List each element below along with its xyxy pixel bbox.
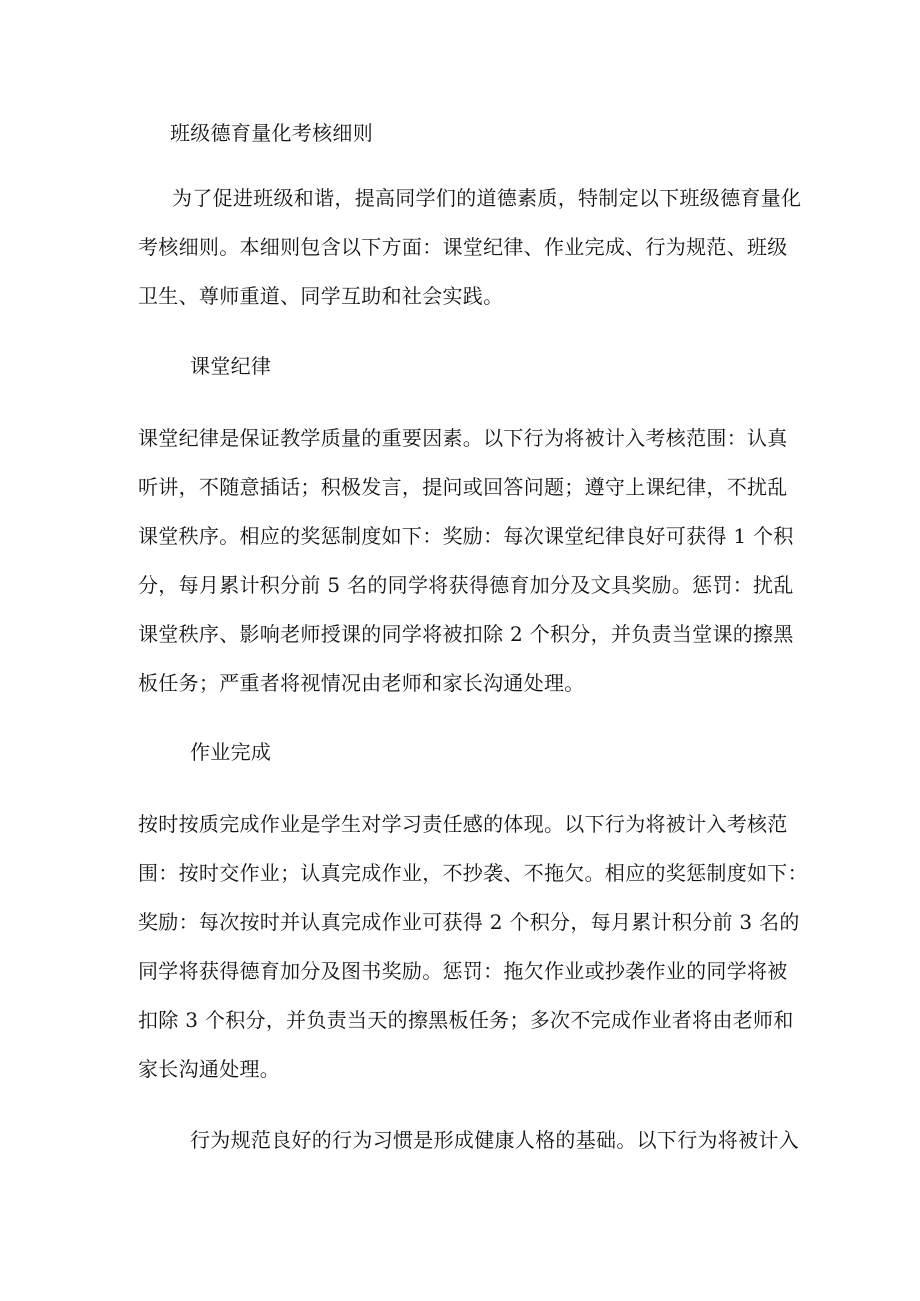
section1-line-5: 课堂秩序、影响老师授课的同学将被扣除 2 个积分，并负责当堂课的擦黑 xyxy=(138,622,794,646)
section1-line-2: 听讲，不随意插话；积极发言，提问或回答问题；遵守上课纪律，不扰乱 xyxy=(138,475,788,499)
section2-line-3: 奖励：每次按时并认真完成作业可获得 2 个积分，每月累计积分前 3 名的 xyxy=(138,910,800,934)
section1-line-1: 课堂纪律是保证教学质量的重要因素。以下行为将被计入考核范围：认真 xyxy=(138,426,788,450)
section2-line-4: 同学将获得德育加分及图书奖励。惩罚：拖欠作业或抄袭作业的同学将被 xyxy=(138,959,788,983)
section2-line-1: 按时按质完成作业是学生对学习责任感的体现。以下行为将被计入考核范 xyxy=(138,812,788,836)
section2-line-2: 围：按时交作业；认真完成作业，不抄袭、不拖欠。相应的奖惩制度如下： xyxy=(138,861,808,885)
section2-line-5: 扣除 3 个积分，并负责当天的擦黑板任务；多次不完成作业者将由老师和 xyxy=(138,1008,794,1032)
section-heading-classroom-discipline: 课堂纪律 xyxy=(190,354,272,378)
section1-line-3: 课堂秩序。相应的奖惩制度如下：奖励：每次课堂纪律良好可获得 1 个积 xyxy=(138,524,794,548)
intro-line-1: 为了促进班级和谐，提高同学们的道德素质，特制定以下班级德育量化 xyxy=(172,186,802,210)
section2-line-6: 家长沟通处理。 xyxy=(138,1057,281,1081)
section-heading-homework: 作业完成 xyxy=(190,740,272,764)
section1-line-4: 分，每月累计积分前 5 名的同学将获得德育加分及文具奖励。惩罚：扰乱 xyxy=(138,573,794,597)
section1-line-6: 板任务；严重者将视情况由老师和家长沟通处理。 xyxy=(138,671,585,695)
document-title: 班级德育量化考核细则 xyxy=(170,121,373,145)
intro-line-2: 考核细则。本细则包含以下方面：课堂纪律、作业完成、行为规范、班级 xyxy=(138,235,788,259)
intro-line-3: 卫生、尊师重道、同学互助和社会实践。 xyxy=(138,284,504,308)
section3-line-1: 行为规范良好的行为习惯是形成健康人格的基础。以下行为将被计入 xyxy=(190,1128,799,1152)
